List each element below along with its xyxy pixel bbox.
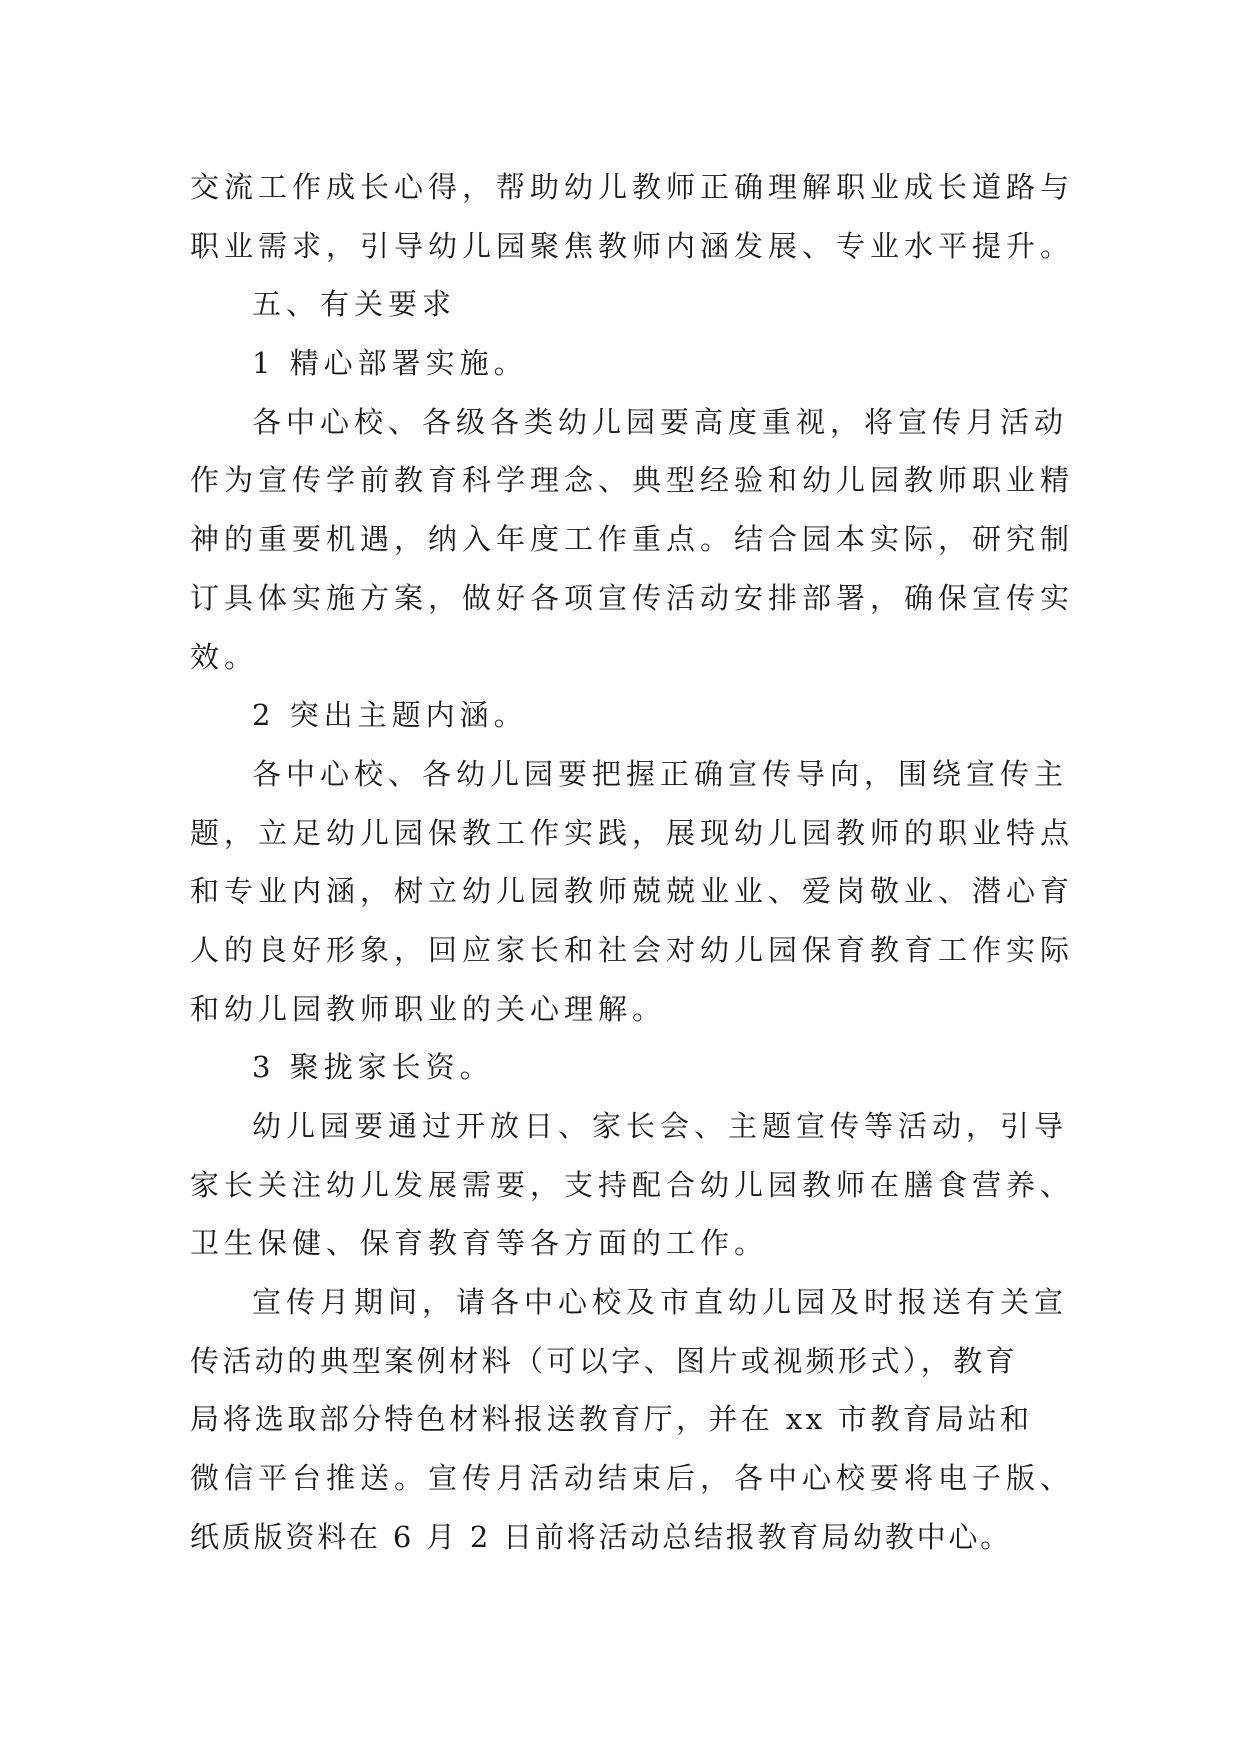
- text-line: 局将选取部分特色材料报送教育厅，并在 xx 市教育局站和: [190, 1402, 1033, 1437]
- text-line: 幼儿园要通过开放日、家长会、主题宣传等活动，引导: [252, 1109, 1069, 1143]
- text-line: 和幼儿园教师职业的关心理解。: [190, 991, 667, 1026]
- text-line: 效。: [190, 639, 259, 674]
- text-line: 和专业内涵，树立幼儿园教师兢兢业业、爱岗敬业、潜心育: [190, 874, 1075, 909]
- text-line: 传活动的典型案例材料（可以字、图片或视频形式），教育: [190, 1343, 1018, 1378]
- subsection-heading: 2 突出主题内涵。: [252, 698, 528, 733]
- text-line: 交流工作成长心得，帮助幼儿教师正确理解职业成长道路与: [190, 170, 1075, 204]
- document-body: [190, 158, 1075, 1567]
- subsection-heading: 3 聚拢家长资。: [252, 1050, 494, 1085]
- text-line: 订具体实施方案，做好各项宣传活动安排部署，确保宣传实: [190, 580, 1075, 615]
- text-line: 各中心校、各级各类幼儿园要高度重视，将宣传月活动: [252, 404, 1069, 439]
- text-line: 各中心校、各幼儿园要把握正确宣传导向，围绕宣传主: [252, 756, 1069, 791]
- text-line: 人的良好形象，回应家长和社会对幼儿园保育教育工作实际: [190, 932, 1075, 967]
- text-line: 家长关注幼儿发展需要，支持配合幼儿园教师在膳食营养、: [190, 1167, 1075, 1202]
- text-line: 卫生保健、保育教育等各方面的工作。: [190, 1226, 769, 1261]
- text-line: 神的重要机遇，纳入年度工作重点。结合园本实际，研究制: [190, 522, 1075, 557]
- text-line: 职业需求，引导幼儿园聚焦教师内涵发展、专业水平提升。: [190, 228, 1075, 263]
- text-line: 纸质版资料在 6 月 2 日前将活动总结报教育局幼教中心。: [190, 1519, 1012, 1554]
- subsection-heading: 1 精心部署实施。: [252, 346, 528, 381]
- section-heading: 五、有关要求: [252, 287, 457, 322]
- text-line: 微信平台推送。宣传月活动结束后，各中心校要将电子版、: [190, 1461, 1075, 1496]
- text-line: 题，立足幼儿园保教工作实践，展现幼儿园教师的职业特点: [190, 815, 1075, 850]
- text-line: 作为宣传学前教育科学理念、典型经验和幼儿园教师职业精: [190, 463, 1075, 498]
- text-line: 宣传月期间，请各中心校及市直幼儿园及时报送有关宣: [252, 1285, 1069, 1320]
